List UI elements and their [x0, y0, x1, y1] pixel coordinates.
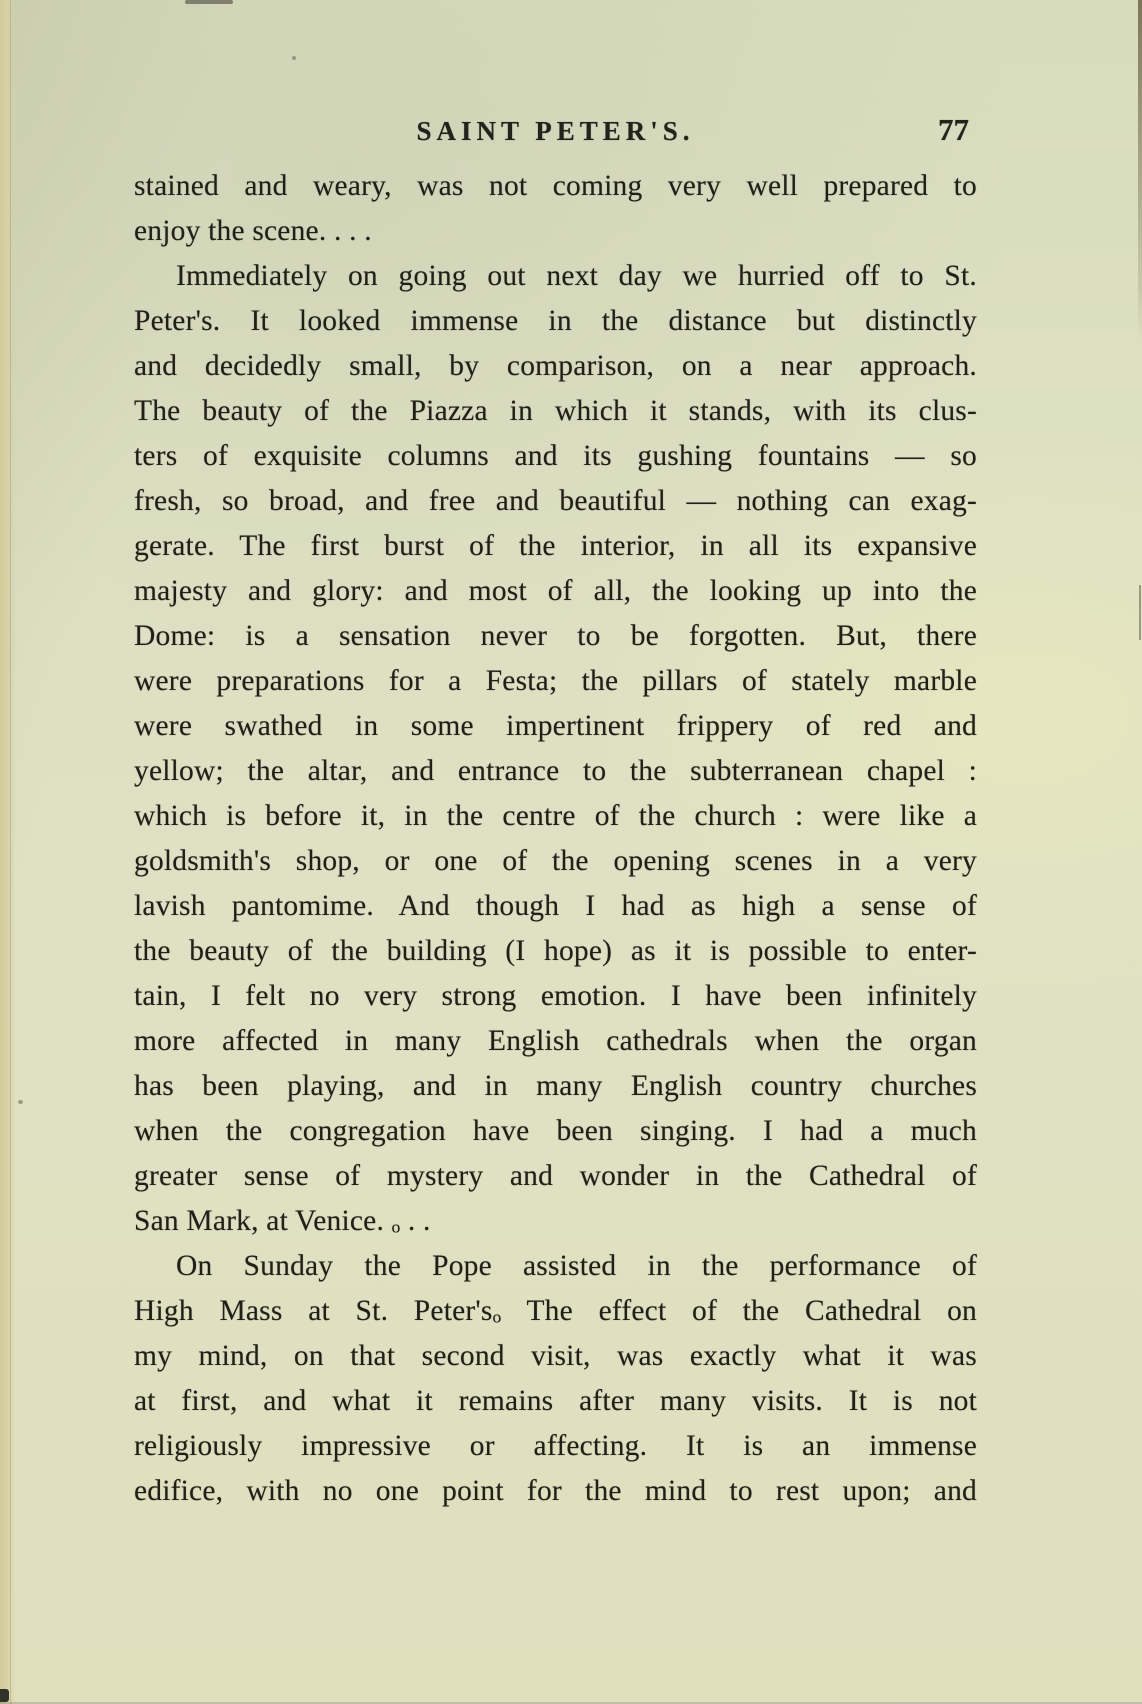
scan-edge-tick-right — [1139, 585, 1141, 640]
page-number: 77 — [938, 112, 969, 147]
text-line: when the congregation have been singing. I had a much — [134, 1115, 977, 1147]
text-line: which is before it, in the centre of the church : were like a — [134, 800, 977, 832]
page-left-edge-line — [10, 0, 11, 1704]
text-line: Peter's. It looked immense in the distance but distinctly — [134, 305, 977, 337]
text-line: more affected in many English cathedrals when the organ — [134, 1025, 977, 1057]
page-left-edge — [0, 0, 16, 1704]
text-line: majesty and glory: and most of all, the looking up into the — [134, 575, 977, 607]
text-line: enjoy the scene. . . . — [134, 215, 372, 247]
text-line: edifice, with no one point for the mind to rest upon; and — [134, 1475, 977, 1507]
text-line: High Mass at St. Peter'sₒ The effect of the Cathedral on — [134, 1295, 977, 1327]
text-line: has been playing, and in many English country churches — [134, 1070, 977, 1102]
text-line: stained and weary, was not coming very well prepared to — [134, 170, 977, 202]
text-line: lavish pantomime. And though I had as high a sense of — [134, 890, 977, 922]
body-text — [134, 164, 977, 1514]
text-line: my mind, on that second visit, was exactly what it was — [134, 1340, 977, 1372]
text-line: tain, I felt no very strong emotion. I have been infinitely — [134, 980, 977, 1012]
text-line: Immediately on going out next day we hurried off to St. — [176, 260, 977, 292]
text-line: ters of exquisite columns and its gushing fountains — so — [134, 440, 977, 472]
text-line: gerate. The first burst of the interior, in all its expansive — [134, 530, 977, 562]
text-line: were swathed in some impertinent frippery of red and — [134, 710, 977, 742]
paper-speck — [18, 1100, 23, 1104]
page-title: SAINT PETER'S. — [416, 116, 695, 146]
text-line: were preparations for a Festa; the pillars of stately marble — [134, 665, 977, 697]
text-line: The beauty of the Piazza in which it stands, with its clus- — [134, 395, 977, 427]
scan-edge-mark-top — [185, 0, 233, 4]
scan-edge-mark-right — [1138, 0, 1142, 340]
text-line: religiously impressive or affecting. It is an immense — [134, 1430, 977, 1462]
text-line: yellow; the altar, and entrance to the subterranean chapel : — [134, 755, 977, 787]
text-line: and decidedly small, by comparison, on a near approach. — [134, 350, 977, 382]
text-line: at first, and what it remains after many visits. It is not — [134, 1385, 977, 1417]
text-line: greater sense of mystery and wonder in the Cathedral of — [134, 1160, 977, 1192]
paper-speck — [292, 56, 296, 60]
text-line: On Sunday the Pope assisted in the performance of — [176, 1250, 977, 1282]
running-head — [134, 112, 977, 154]
text-line: San Mark, at Venice. ₒ . . — [134, 1205, 431, 1237]
text-line: Dome: is a sensation never to be forgotten. But, there — [134, 620, 977, 652]
text-line: the beauty of the building (I hope) as it is possible to enter- — [134, 935, 977, 967]
text-line: fresh, so broad, and free and beautiful — nothing can exag- — [134, 485, 977, 517]
text-line: goldsmith's shop, or one of the opening scenes in a very — [134, 845, 977, 877]
scan-blemish-bottom-left — [0, 1689, 9, 1702]
